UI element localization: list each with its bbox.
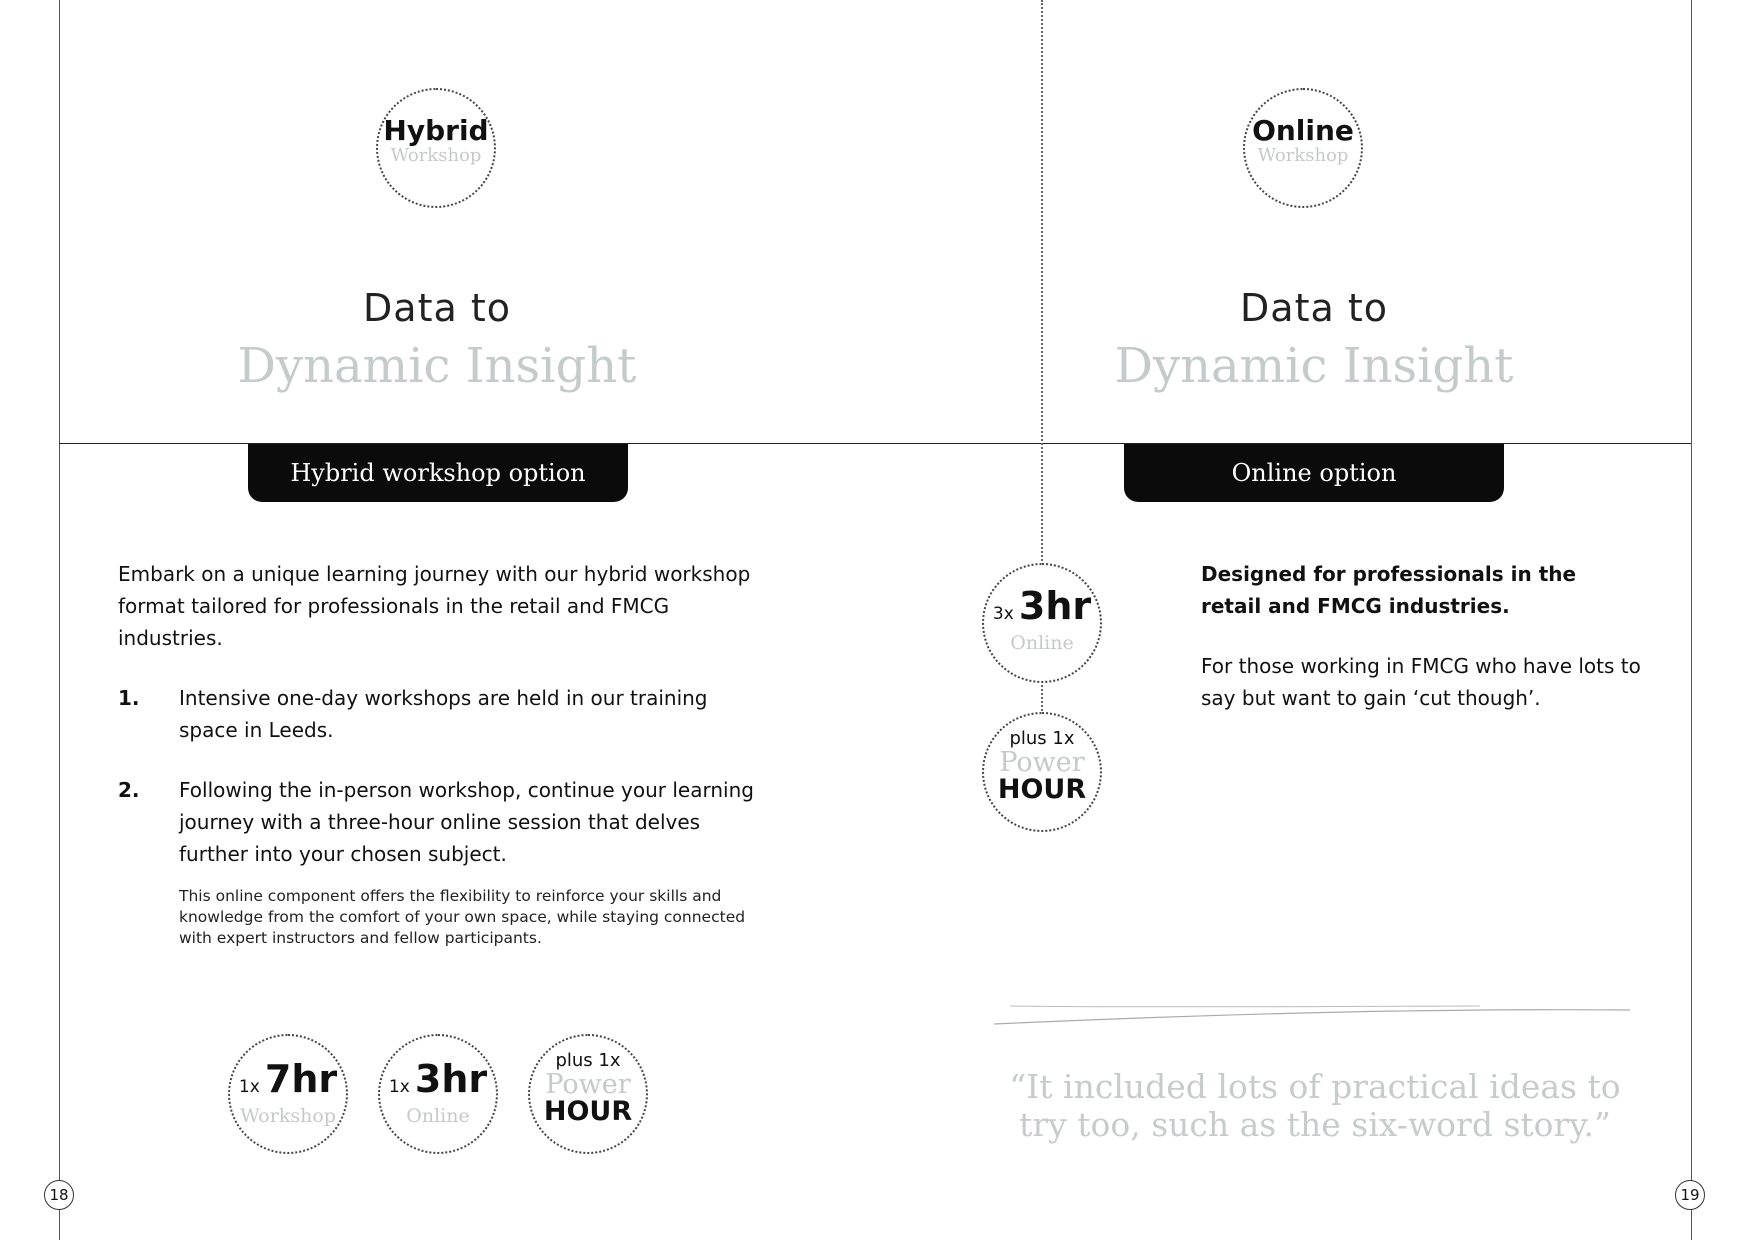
badge-value: 3hr xyxy=(1018,584,1092,628)
badge-mid: Power xyxy=(545,1069,631,1100)
right-power-hour-badge xyxy=(982,712,1102,832)
hybrid-intro: Embark on a unique learning journey with our hybrid workshop format tailored for professionals in the retail and FMCG industries. xyxy=(118,562,751,650)
quote-decorative-lines xyxy=(990,996,1640,1032)
left-page-border xyxy=(59,0,60,1240)
online-component-note: This online component offers the flexibility to reinforce your skills and knowledge from the comfort of your own space, while staying connected with expert instructors and fellow participants. xyxy=(179,887,746,947)
power-hour-badge xyxy=(528,1034,648,1154)
badge-value: 7hr xyxy=(264,1057,338,1101)
online-body: For those working in FMCG who have lots to say but want to gain ‘cut though’. xyxy=(1201,654,1641,710)
badge-prefix: 1x xyxy=(238,1077,260,1097)
right-heading-line1: Data to xyxy=(1240,286,1388,330)
page-number-right: 19 xyxy=(1675,1180,1705,1210)
badge-top: plus 1x xyxy=(1009,728,1075,749)
left-heading-line1: Data to xyxy=(363,286,511,330)
online-lead: Designed for professionals in the retail and FMCG industries. xyxy=(1201,562,1577,618)
badge-label: Online xyxy=(1010,632,1074,654)
workshop-7hr-badge xyxy=(228,1034,348,1154)
badge-subtitle: Workshop xyxy=(1257,145,1349,166)
badge-top: plus 1x xyxy=(555,1050,621,1071)
online-workshop-badge xyxy=(1243,88,1363,208)
testimonial-quote: “It included lots of practical ideas to try too, such as the six-word story.” xyxy=(1009,1067,1621,1144)
online-3x3hr-badge xyxy=(982,563,1102,683)
list-item-2-text: Following the in-person workshop, continue your learning journey with a three-hour online session that delves further into your chosen subject. xyxy=(179,778,754,866)
badge-bottom: HOUR xyxy=(997,774,1087,805)
hybrid-workshop-badge xyxy=(376,88,496,208)
badge-title: Online xyxy=(1252,114,1354,147)
hybrid-option-tab: Hybrid workshop option xyxy=(248,444,628,502)
badge-prefix: 1x xyxy=(388,1077,410,1097)
badge-title: Hybrid xyxy=(383,114,489,147)
page-number-left: 18 xyxy=(44,1180,74,1210)
badge-label: Online xyxy=(406,1105,470,1127)
badge-mid: Power xyxy=(999,747,1085,778)
online-3hr-badge xyxy=(378,1034,498,1154)
right-page-border xyxy=(1691,0,1692,1240)
list-item-1-text: Intensive one-day workshops are held in our training space in Leeds. xyxy=(179,686,708,742)
online-option-tab: Online option xyxy=(1124,444,1504,502)
badge-label: Workshop xyxy=(240,1105,336,1127)
badge-subtitle: Workshop xyxy=(390,145,482,166)
badge-bottom: HOUR xyxy=(543,1096,633,1127)
list-item-2-num: 2. xyxy=(118,778,140,802)
center-dotted-divider xyxy=(1041,0,1043,565)
right-heading-line2: Dynamic Insight xyxy=(1114,338,1514,394)
badge-prefix: 3x xyxy=(992,604,1014,624)
left-heading-line2: Dynamic Insight xyxy=(237,338,637,394)
center-dotted-connector xyxy=(1041,680,1043,715)
list-item-1-num: 1. xyxy=(118,686,140,710)
badge-value: 3hr xyxy=(414,1057,488,1101)
